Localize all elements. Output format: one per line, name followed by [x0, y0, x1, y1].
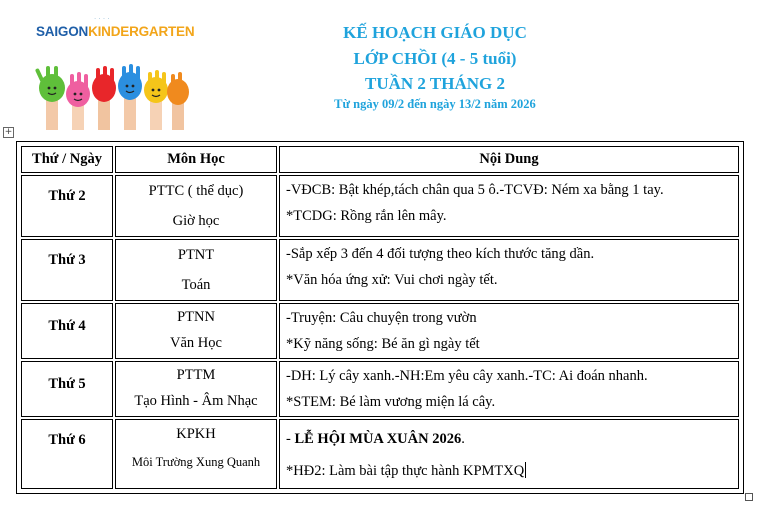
subject-line: Giờ học [172, 213, 220, 229]
week-label: TUẦN 2 THÁNG 2 [365, 74, 505, 93]
content-cell[interactable] [279, 361, 739, 417]
date-range: Từ ngày 09/2 đến ngày 13/2 năm 2026 [334, 97, 536, 111]
content-cell[interactable] [279, 419, 739, 489]
logo-text [36, 24, 194, 39]
lesson-plan-table [16, 141, 744, 494]
content-suffix: . [461, 431, 465, 447]
subject-line: Môi Trường Xung Quanh [131, 455, 261, 469]
table-row [21, 175, 739, 237]
subject-line: KPKH [176, 426, 216, 442]
content-line: -Truyện: Câu chuyện trong vườn [286, 310, 477, 326]
text-cursor [525, 462, 526, 478]
content-line: *Văn hóa ứng xử: Vui chơi ngày tết. [286, 272, 498, 288]
header-content: Nội Dung [279, 146, 739, 173]
table-header-row [21, 146, 739, 173]
content-line [286, 455, 738, 487]
festival-title: LỄ HỘI MÙA XUÂN 2026 [294, 431, 462, 447]
header-subject: Môn Học [115, 146, 277, 173]
table-resize-handle[interactable] [745, 493, 753, 501]
content-line [286, 423, 738, 455]
subject-cell [115, 303, 277, 359]
content-line: -DH: Lý cây xanh.-NH:Em yêu cây xanh.-TC: Ai đoán nhanh. [286, 368, 648, 384]
content-line: *Kỹ năng sống: Bé ăn gì ngày tết [286, 336, 480, 352]
plan-title: KẾ HOẠCH GIÁO DỤC [343, 23, 527, 42]
table-row [21, 361, 739, 417]
table-move-handle-icon[interactable]: + [4, 127, 13, 137]
subject-line: Tạo Hình - Âm Nhạc [134, 393, 258, 409]
table-row [21, 239, 739, 301]
day-cell: Thứ 5 [21, 361, 113, 417]
subject-cell [115, 419, 277, 489]
table-row [21, 419, 739, 489]
logo-text-part2: KINDERGARTEN [88, 24, 195, 39]
content-cell[interactable] [279, 303, 739, 359]
subject-cell [115, 175, 277, 237]
table-row [21, 303, 739, 359]
content-line-text: *HĐ2: Làm bài tập thực hành KPMTXQ [286, 463, 525, 479]
day-cell: Thứ 3 [21, 239, 113, 301]
logo-tagline: · · · · [94, 15, 110, 23]
day-cell: Thứ 6 [21, 419, 113, 489]
subject-line: PTNN [177, 309, 215, 325]
day-cell: Thứ 4 [21, 303, 113, 359]
header-day: Thứ / Ngày [21, 146, 113, 173]
content-line: *TCDG: Rồng rắn lên mây. [286, 208, 447, 224]
kindergarten-logo [36, 15, 195, 42]
class-name: LỚP CHỒI (4 - 5 tuổi) [353, 49, 517, 68]
content-cell[interactable] [279, 175, 739, 237]
content-line: *STEM: Bé làm vương miện lá cây. [286, 394, 496, 410]
content-cell[interactable] [279, 239, 739, 301]
subject-cell [115, 239, 277, 301]
subject-line: Toán [181, 277, 211, 293]
subject-line: Văn Học [170, 335, 222, 351]
logo-text-part1: SAIGON [36, 24, 89, 39]
painted-hands-image [24, 64, 194, 130]
content-line: -Sắp xếp 3 đến 4 đối tượng theo kích thước tăng dần. [286, 246, 595, 262]
content-prefix: - [286, 431, 295, 447]
content-line: -VĐCB: Bật khép,tách chân qua 5 ô.-TCVĐ: Ném xa bằng 1 tay. [286, 182, 664, 198]
subject-line: PTTM [176, 367, 216, 383]
day-cell: Thứ 2 [21, 175, 113, 237]
subject-line: PTNT [177, 247, 215, 263]
subject-line: PTTC ( thể dục) [148, 183, 244, 199]
subject-cell [115, 361, 277, 417]
